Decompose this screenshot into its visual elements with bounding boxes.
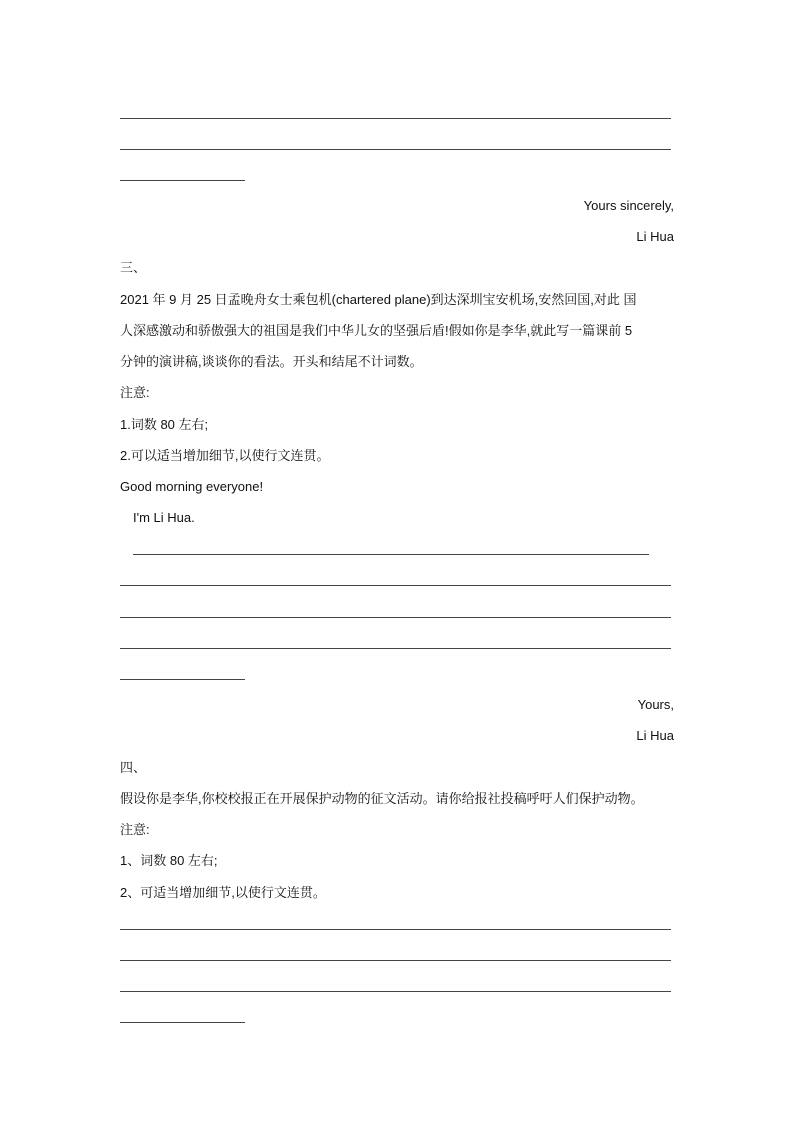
- answer-line: [120, 991, 671, 992]
- section-4-note-1: 1、词数 80 左右;: [120, 853, 218, 868]
- section-3-note-1: 1.词数 80 左右;: [120, 417, 209, 432]
- answer-line: [133, 554, 649, 555]
- answer-line: [120, 118, 671, 119]
- answer-line-short: [120, 1022, 245, 1023]
- section-4-note-2: 2、可适当增加细节,以使行文连贯。: [120, 885, 326, 900]
- answer-line: [120, 648, 671, 649]
- section-4-notes-label: 注意:: [120, 822, 150, 837]
- answer-line: [120, 617, 671, 618]
- section-3-intro: I'm Li Hua.: [133, 510, 195, 525]
- section-3-greeting: Good morning everyone!: [120, 479, 264, 494]
- section-3-prompt-line2: 人深感激动和骄傲强大的祖国是我们中华儿女的坚强后盾!假如你是李华,就此写一篇课前 5: [120, 323, 633, 338]
- section-3-signature: Li Hua: [636, 728, 674, 743]
- answer-line: [120, 960, 671, 961]
- section-3-prompt-line3: 分钟的演讲稿,谈谈你的看法。开头和结尾不计词数。: [120, 354, 423, 369]
- section-3-sign-off: Yours,: [637, 697, 674, 712]
- section-3-number: 三、: [120, 260, 147, 275]
- section-3-notes-label: 注意:: [120, 385, 150, 400]
- letter-sign-off: Yours sincerely,: [583, 198, 674, 213]
- section-3-note-2: 2.可以适当增加细节,以使行文连贯。: [120, 448, 330, 463]
- letter-signature: Li Hua: [636, 229, 674, 244]
- answer-line: [120, 929, 671, 930]
- answer-line-short: [120, 679, 245, 680]
- section-4-number: 四、: [120, 760, 147, 775]
- answer-line-short: [120, 180, 245, 181]
- answer-line: [120, 149, 671, 150]
- section-3-prompt-line1: 2021 年 9 月 25 日孟晚舟女士乘包机(chartered plane)到达深圳宝安机场,安然回国,对此 国: [120, 292, 637, 307]
- section-4-prompt-line1: 假设你是李华,你校校报正在开展保护动物的征文活动。请你给报社投稿呼吁人们保护动物。: [120, 791, 644, 806]
- answer-line: [120, 585, 671, 586]
